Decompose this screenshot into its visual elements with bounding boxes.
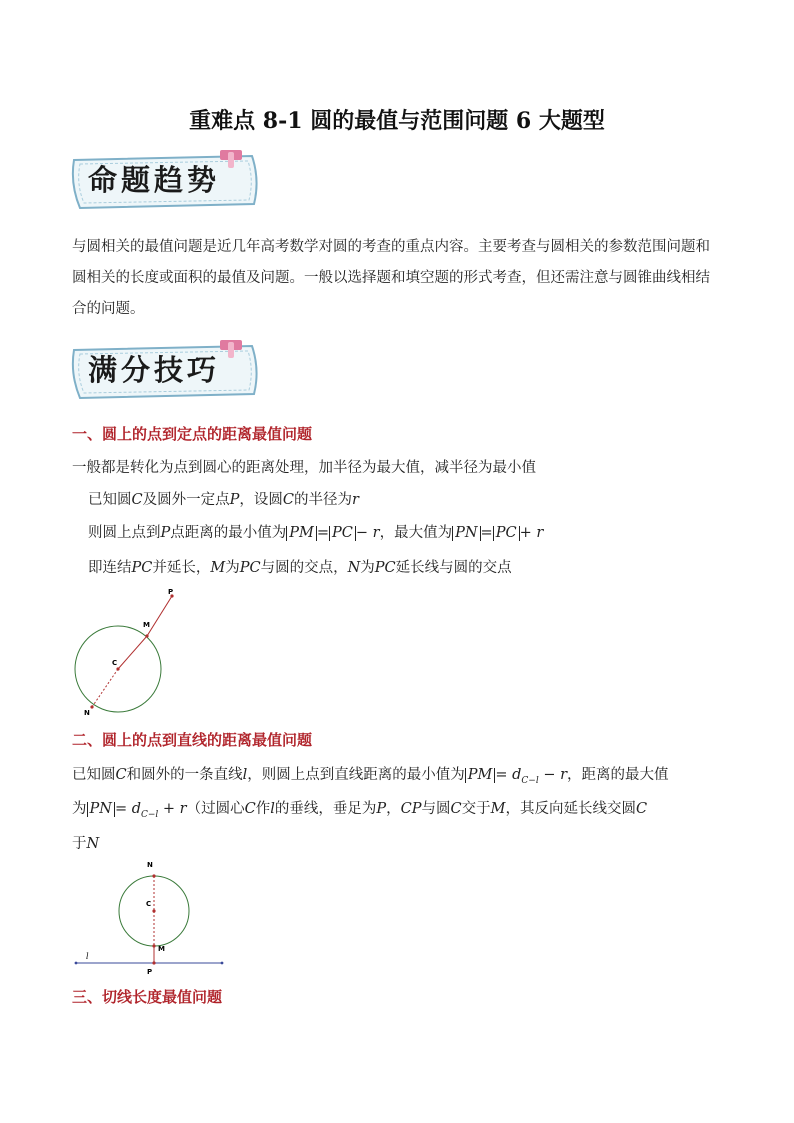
abs-value: PM xyxy=(465,768,496,783)
text: 为 xyxy=(360,560,375,576)
label-C: C xyxy=(112,659,118,667)
label-M: M xyxy=(143,621,150,629)
math-var: l xyxy=(270,801,275,817)
text: 并延长， xyxy=(152,560,211,576)
text: ，其反向延长线交圆 xyxy=(505,801,636,817)
skills-banner xyxy=(66,340,262,396)
section2-line3 xyxy=(72,832,99,853)
section1-line1: 一般都是转化为点到圆心的距离处理，加半径为最大值，减半径为最小值 xyxy=(72,460,536,476)
math-var: C xyxy=(450,801,462,817)
math-op: = xyxy=(316,525,330,541)
math-var: PC xyxy=(374,560,396,576)
math-var: P xyxy=(160,525,171,541)
text: （过圆心 xyxy=(186,801,245,817)
section2-heading: 二、圆上的点到直线的距离最值问题 xyxy=(72,731,313,749)
point-M xyxy=(145,634,148,637)
label-P: P xyxy=(168,588,174,596)
point-P xyxy=(152,961,155,964)
text: 与圆 xyxy=(421,801,451,817)
intro-paragraph: 与圆相关的最值问题是近几年高考数学对圆的考查的重点内容。主要考查与圆相关的参数范围问题和圆相关的长度或面积的最值及问题。一般以选择题和填空题的形式考查，但还需注意与圆锥曲线相结合的问题。 xyxy=(72,239,710,317)
section1-line2 xyxy=(88,488,359,509)
text: 与圆的交点， xyxy=(260,560,348,576)
text: 为 xyxy=(72,801,87,817)
point-C xyxy=(116,667,119,670)
label-P: P xyxy=(147,968,153,976)
math-var: C xyxy=(244,801,256,817)
segment-MC xyxy=(118,636,147,669)
line-end-right xyxy=(221,962,224,965)
point-M xyxy=(152,944,155,947)
label-N: N xyxy=(147,861,153,869)
math-op: + r xyxy=(158,801,187,817)
abs-value: PC xyxy=(329,526,356,541)
text: 则圆上点到 xyxy=(88,525,161,541)
line-end-left xyxy=(75,962,78,965)
figure-circle-line xyxy=(70,856,230,978)
math-var: M xyxy=(490,801,506,817)
point-N xyxy=(152,874,155,877)
math-var: P xyxy=(229,492,240,508)
math-op: + r xyxy=(519,525,544,541)
text: 已知圆 xyxy=(72,767,116,783)
subscript: C−l xyxy=(521,775,539,786)
text: ，最大值为 xyxy=(379,525,453,541)
math-var: C xyxy=(115,767,127,783)
math-var: N xyxy=(347,560,361,576)
label-C: C xyxy=(146,900,152,908)
section2-line1 xyxy=(72,763,669,786)
label-N: N xyxy=(84,709,90,717)
math-var: N xyxy=(86,836,100,852)
math-var: C xyxy=(131,492,143,508)
text: 及圆外一定点 xyxy=(142,492,230,508)
segment-PM xyxy=(147,596,172,636)
text: 已知圆 xyxy=(88,492,132,508)
abs-value: PC xyxy=(493,526,520,541)
text: 的垂线，垂足为 xyxy=(274,801,377,817)
text: 作 xyxy=(255,801,271,817)
math-var: CP xyxy=(400,801,422,817)
text: 延长线与圆的交点 xyxy=(395,560,512,576)
page-title: 重难点 8-1 圆的最值与范围问题 6 大题型 xyxy=(189,108,605,134)
point-N xyxy=(90,705,93,708)
text: ，距离的最大值 xyxy=(567,767,669,783)
text: 即连结 xyxy=(88,560,132,576)
abs-value: PN xyxy=(87,802,115,817)
math-var: C xyxy=(282,492,294,508)
section1-line3 xyxy=(88,521,543,542)
section2-line2 xyxy=(72,797,647,820)
abs-value: PM xyxy=(286,526,317,541)
section1-line4 xyxy=(88,556,512,577)
math-op: − r xyxy=(538,767,568,783)
math-var: M xyxy=(210,560,226,576)
math-var: PC xyxy=(239,560,261,576)
math-op: = d xyxy=(495,767,522,783)
text: 于 xyxy=(72,836,87,852)
label-M: M xyxy=(158,945,165,953)
skills-banner-text: 满分技巧 xyxy=(88,353,221,387)
math-var: r xyxy=(351,492,359,508)
trend-banner-text: 命题趋势 xyxy=(88,163,221,197)
text: 为 xyxy=(225,560,240,576)
segment-CN xyxy=(92,669,118,707)
text: 点距离的最小值为 xyxy=(170,525,287,541)
label-l: l xyxy=(86,952,89,961)
math-var: l xyxy=(242,767,248,783)
math-var: P xyxy=(376,801,387,817)
text: ， xyxy=(386,801,401,817)
math-var: C xyxy=(635,801,648,817)
abs-value: PN xyxy=(452,526,480,541)
text: 的半径为 xyxy=(293,492,352,508)
section1-heading: 一、圆上的点到定点的距离最值问题 xyxy=(72,425,313,443)
point-C xyxy=(152,909,155,912)
subscript: C−l xyxy=(141,809,159,820)
math-op: − r xyxy=(355,525,380,541)
text: 和圆外的一条直线 xyxy=(126,767,243,783)
figure-circle-point xyxy=(70,584,190,720)
text: ，则圆上点到直线距离的最小值为 xyxy=(247,767,465,783)
math-op: = xyxy=(480,525,493,541)
section3-heading: 三、切线长度最值问题 xyxy=(72,988,223,1006)
math-var: PC xyxy=(131,560,153,576)
text: ，设圆 xyxy=(239,492,283,508)
trend-banner xyxy=(66,150,262,206)
math-op: = d xyxy=(114,801,141,817)
text: 交于 xyxy=(461,801,491,817)
